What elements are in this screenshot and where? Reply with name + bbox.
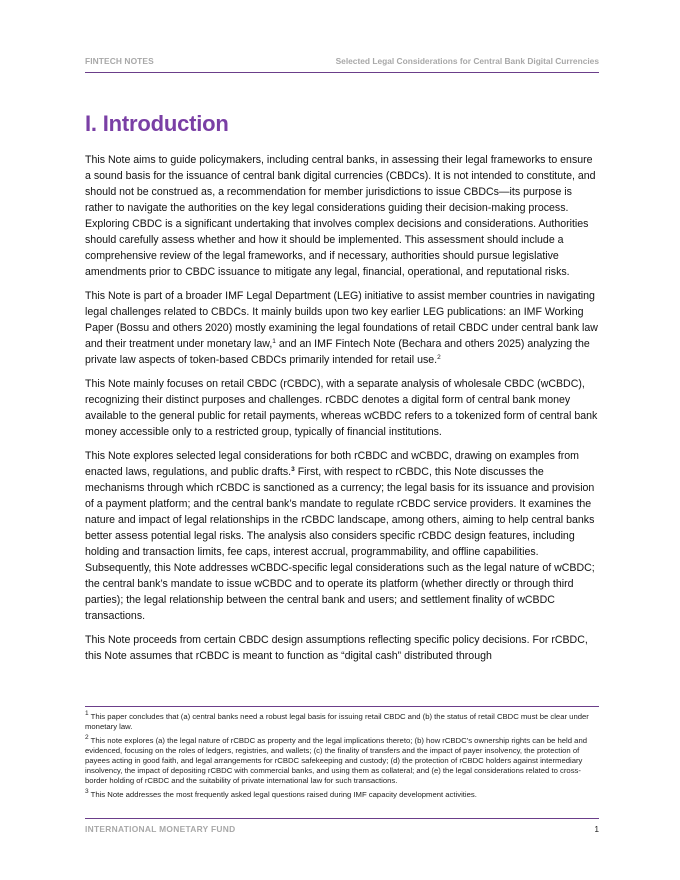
- paragraph-text: This Note mainly focuses on retail CBDC (rCBDC), with a separate analysis of wholesale CBDC (wCBDC), recognizing their distinct purposes and challenges. rCBDC denotes a digital form of central bank money available to the general public for retail payments, whereas wCBDC refers to a tokenized form of central bank money accessible only to a restricted group, typically of financial institutions.: [85, 378, 598, 438]
- footnote-divider: [85, 706, 599, 707]
- paragraph-5: [85, 632, 601, 664]
- footnote-2: [85, 736, 599, 786]
- page-header: [85, 56, 599, 70]
- footnote-ref-1[interactable]: 1: [272, 338, 276, 345]
- footnote-text: This paper concludes that (a) central banks need a robust legal basis for issuing retail CBDC and (b) the status of retail CBDC must be clear under monetary law.: [85, 712, 589, 731]
- paragraph-4: [85, 448, 601, 624]
- paragraph-text: This Note proceeds from certain CBDC design assumptions reflecting specific policy decisions. For rCBDC, this Note assumes that rCBDC is meant to function as “digital cash” distributed through: [85, 634, 588, 662]
- paragraph-text: This Note explores selected legal considerations for both rCBDC and wCBDC, drawing on examples from enacted laws, regulations, and public drafts.: [85, 450, 580, 478]
- paragraph-3: [85, 376, 601, 440]
- footer-divider: [85, 818, 599, 819]
- series-label: FINTECH NOTES: [85, 56, 154, 66]
- footnote-ref-3[interactable]: 3: [291, 466, 295, 473]
- footnote-number: 1: [85, 710, 89, 717]
- footnote-3: [85, 790, 599, 800]
- footnote-text: This Note addresses the most frequently asked legal questions raised during IMF capacity development activities.: [88, 790, 477, 799]
- organization-name: INTERNATIONAL MONETARY FUND: [85, 824, 236, 834]
- section-heading: I. Introduction: [85, 111, 229, 136]
- body-text: [85, 152, 601, 672]
- footnote-text: This note explores (a) the legal nature of rCBDC as property and the legal implications thereto; (b) how rCBDC’s ownership rights can be held and evidenced, focusing on the roles of ledgers, registries, and wallets; (c) the finality of transfers and the impact of payer insolvency, the protection of payees acting in good faith, and legal arrangements for rCBDC safekeeping and custody; (d) the protection of rCBDC holders against intermediary insolvency, the impact of depositing rCBDC with commercial banks, and using them as collateral; and (e) the legal considerations related to cross-border holding of rCBDC and the suitability of private international law for such transactions.: [85, 736, 588, 785]
- footnote-number: 2: [85, 734, 89, 741]
- running-title: Selected Legal Considerations for Central Bank Digital Currencies: [335, 56, 599, 66]
- paragraph-text: This Note is part of a broader IMF Legal Department (LEG) initiative to assist member countries in navigating legal challenges related to CBDCs. It mainly builds upon two key earlier LEG publications: an IMF Working Paper (Bossu and others 2020) mostly examining the legal foundations of retail CBDC under central bank law and their treatment under monetary law,: [85, 290, 598, 350]
- footnote-number: 3: [85, 788, 89, 795]
- paragraph-2: [85, 288, 601, 368]
- page-number: 1: [594, 824, 599, 834]
- footnote-1: [85, 712, 599, 732]
- header-divider: [85, 72, 599, 73]
- paragraph-text: First, with respect to rCBDC, this Note discusses the mechanisms through which rCBDC is sanctioned as a currency; the legal basis for its issuance and provision of a payment platform; and the central bank’s mandate to regulate rCBDC service providers. It examines the nature and impact of legal relationships in the rCBDC landscape, among others, aiming to help central banks better assess potential legal risks. The analysis also considers specific rCBDC design features, including holding and transaction limits, fee caps, interest accrual, programmability, and offline capabilities. Subsequently, this Note addresses wCBDC-specific legal considerations such as the legal nature of wCBDC; the central bank’s mandate to issue wCBDC and to operate its platform (whether directly or through third parties); the legal relationship between the central bank and users; and settlement finality of wCBDC transactions.: [85, 466, 595, 622]
- paragraph-text: and an IMF Fintech Note (Bechara and others 2025) analyzing the private law aspects of token-based CBDCs primarily intended for retail use.: [85, 338, 590, 366]
- footnote-ref-2[interactable]: 2: [437, 354, 441, 361]
- paragraph-1: [85, 152, 601, 280]
- footnotes: [85, 712, 599, 804]
- paragraph-text: This Note aims to guide policymakers, including central banks, in assessing their legal frameworks to ensure a sound basis for the issuance of central bank digital currencies (CBDCs). It is not intended to constitute, and should not be construed as, a recommendation for member jurisdictions to issue CBDCs—its purpose is rather to navigate the authorities on the key legal considerations guiding their decision-making process. Exploring CBDC is a significant undertaking that involves complex decisions and considerations. Authorities should carefully assess whether and how it should be implemented. This assessment should include a comprehensive review of the legal frameworks, and if necessary, authorities should pursue legislative amendments prior to CBDC issuance to mitigate any legal, financial, operational, and reputational risks.: [85, 154, 596, 278]
